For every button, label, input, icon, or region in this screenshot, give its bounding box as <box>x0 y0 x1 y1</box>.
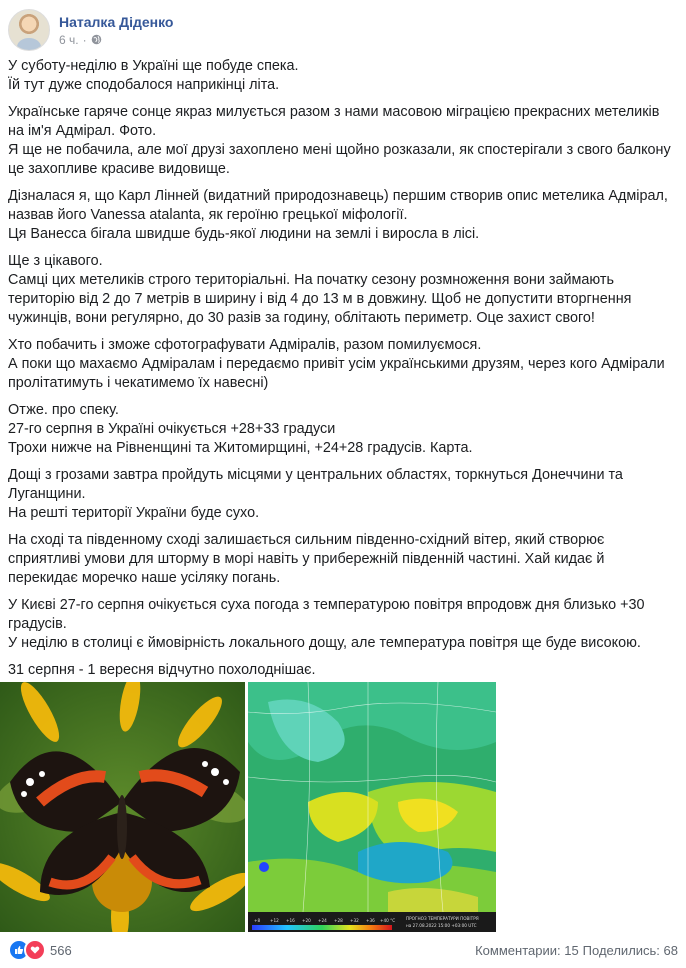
scale-label: +12 <box>270 918 279 923</box>
butterfly-image <box>0 682 245 932</box>
separator-dot: · <box>82 32 87 47</box>
map-caption-date: на 27.08.2022 15:00 +03:00 UTC <box>406 923 477 928</box>
time-row <box>59 32 173 48</box>
shares-link[interactable]: Поделились: 68 <box>582 942 678 958</box>
author-name[interactable]: Наталка Діденко <box>59 13 174 30</box>
post-text <box>8 57 678 688</box>
post-meta <box>59 13 173 48</box>
map-image <box>248 682 496 932</box>
post-time[interactable]: 6 ч. <box>59 32 79 47</box>
paragraph: 31 серпня - 1 вересня відчутно похолоднішає. <box>8 662 316 678</box>
paragraph: На сході та південному сході залишається сильним південно-східний вітер, який створює сприятливі умови для шторму в морі навіть у прибережній південній частині. Хай кидає й перекидає моречко наше усіляку погань. <box>8 532 605 586</box>
paragraph: Отже. про спеку. 27-го серпня в Україні очікується +28+33 градуси Трохи нижче на Рівненщині та Житомирщині, +24+28 градусів. Карта. <box>8 402 473 456</box>
scale-label: +36 <box>366 918 375 923</box>
paragraph: Хто побачить і зможе сфотографувати Адміралів, разом помилуємося. А поки що махаємо Адміралам і передаємо привіт усім українськими друзям, через кого Адмірали пролітатимуть і чекатимемо їх навесні) <box>8 337 665 391</box>
scale-label: +24 <box>318 918 327 923</box>
scale-label: +16 <box>286 918 295 923</box>
paragraph: Українське гаряче сонце якраз милується разом з нами масовою міграцією прекрасних метеликів на ім'я Адмірал. Фото. Я ще не побачила, але мої друзі захоплено мені щойно розказали, як спостерігали з свого балкону це захопливе красиве видовище. <box>8 104 671 177</box>
comments-link[interactable]: Комментарии: 15 <box>475 942 579 958</box>
reactions[interactable] <box>8 939 72 961</box>
scale-label: +32 <box>350 918 359 923</box>
paragraph: Ще з цікавого. Самці цих метеликів строго територіальні. На початку сезону розмноження вони займають територію від 2 до 7 метрів в ширину і від 4 до 13 м в довжину. Щоб не допустити вторгнення чужинців, вони регулярно, до 30 разів за годину, облітають периметр. Оце захист свого! <box>8 253 632 326</box>
scale-label: +20 <box>302 918 311 923</box>
heart-icon <box>24 939 46 961</box>
paragraph: У Києві 27-го серпня очікується суха погода з температурою повітря впродовж дня близько +30 градусів. У неділю в столиці є ймовірність локального дощу, але температура повітря ще буде високою. <box>8 597 645 651</box>
photo-grid <box>0 682 686 932</box>
paragraph: У суботу-неділю в Україні ще побуде спека. Їй тут дуже сподобалося наприкінці літа. <box>8 58 299 93</box>
post-header <box>8 8 173 52</box>
reaction-count: 566 <box>50 942 72 958</box>
globe-icon[interactable] <box>91 34 102 45</box>
paragraph: Дощі з грозами завтра пройдуть місцями у центральних областях, торкнуться Донеччини та Луганщини. На решті території України буде сухо. <box>8 467 623 521</box>
avatar[interactable] <box>8 9 50 51</box>
temperature-map[interactable] <box>248 682 496 932</box>
post-footer <box>8 938 678 962</box>
map-caption: ПРОГНОЗ ТЕМПЕРАТУРИ ПОВІТРЯ <box>406 916 479 921</box>
scale-label: +40 °C <box>380 918 396 923</box>
paragraph: Дізналася я, що Карл Лінней (видатний природознавець) першим створив опис метелика Адмірал, назвав його Vanessa atalanta, як героїню грецької міфології. Ця Ванесса бігала швидше будь-якої людини на землі і виросла в лісі. <box>8 188 668 242</box>
butterfly-photo[interactable] <box>0 682 245 932</box>
scale-label: +8 <box>254 918 261 923</box>
scale-label: +28 <box>334 918 343 923</box>
post-stats <box>475 943 678 958</box>
